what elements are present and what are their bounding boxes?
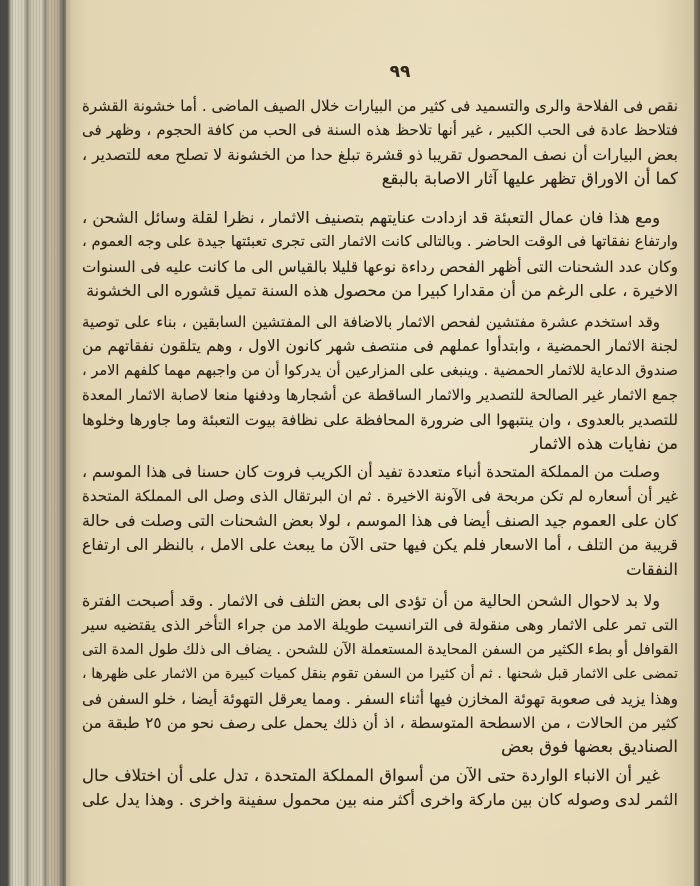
page-number: ٩٩ bbox=[389, 62, 411, 82]
text-line: فتلاحظ عادة فى الحب الكبير ، غير أنها تلاحظ هذه السنة فى الحب من كافة الحجوم ، وظهر فى bbox=[82, 121, 678, 140]
text-line: لجنة الاثمار الحمضية ، وابتدأوا عملهم فى منتصف شهر كانون الاول ، وهم يتلقون نفقاتهم من bbox=[82, 337, 678, 356]
book-page bbox=[66, 0, 694, 886]
text-line: وصلت من المملكة المتحدة أنباء متعددة تفيد أن الكريب فروت كان حسنا فى هذا الموسم ، bbox=[82, 463, 660, 481]
paragraph bbox=[82, 310, 678, 456]
text-line: وارتفاع نفقاتها فى الوقت الحاضر . وبالتالى كانت الاثمار التى تجرى تعبئتها جيدة على وجه العموم ، bbox=[82, 233, 678, 251]
paragraph bbox=[82, 764, 678, 813]
paragraph bbox=[82, 460, 678, 582]
book-page-edges bbox=[0, 0, 72, 886]
text-line: الصناديق بعضها فوق بعض bbox=[501, 737, 678, 757]
text-line: للتصدير بالعدوى ، وان ينتبهوا الى ضرورة المحافظة على نظافة بيوت التعبئة وما جاورها وخلوها bbox=[82, 410, 678, 429]
text-line: الثمر لدى وصوله كان بين ماركة واخرى أكثر منه بين محمول سفينة واخرى . وهذا يدل على bbox=[81, 790, 678, 810]
scan-border bbox=[694, 0, 700, 886]
text-line: كان على العموم جيد الصنف أيضا فى هذا الموسم ، لولا بعض الشحنات التى وصلت فى حالة bbox=[82, 510, 678, 530]
paragraph bbox=[82, 589, 678, 760]
text-line: التى تمر على الاثمار وهى منقولة فى الترانسيت طويلة الامد من جراء التأخر الذى يقتضيه سير bbox=[82, 616, 678, 635]
text-line: ولا بد لاحوال الشحن الحالية من أن تؤدى الى بعض التلف فى الاثمار . وقد أصبحت الفترة bbox=[82, 591, 660, 610]
text-line: غير أن أسعاره لم تكن مربحة فى الآونة الاخيرة . ثم ان البرتقال الذى وصل الى المملكة المتحدة bbox=[82, 487, 678, 506]
text-line: القوافل أو بطء الكثير من السفن المحايدة المستعملة الآن للشحن . يضاف الى ذلك طول المدة التى bbox=[82, 641, 678, 658]
text-line: غير أن الانباء الواردة حتى الآن من أسواق المملكة المتحدة ، تدل على أن اختلاف حال bbox=[82, 766, 660, 785]
text-line: نقص فى الفلاحة والرى والتسميد فى كثير من البيارات خلال الصيف الماضى . أما خشونة القشرة bbox=[82, 97, 678, 115]
text-line: تمضى على الاثمار قبل شحنها . ثم أن كثيرا من السفن تقوم بنقل كميات كبيرة من الاثمار على ظهرها ، bbox=[82, 666, 678, 683]
text-line: بعض البيارات أن نصف المحصول تقريبا ذو قشرة تبلغ حدا من الخشونة لا تصلح معه للتصدير ، bbox=[82, 145, 678, 164]
text-line: وهذا يزيد فى صعوبة تهوئة المخازن فيها أثناء السفر . ومما يعرقل التهوئة أيضا ، خلو السفن فى bbox=[82, 689, 678, 708]
text-line: الاخيرة ، على الرغم من أن مقدارا كبيرا من محصول هذه السنة تميل قشوره الى الخشونة bbox=[86, 281, 678, 301]
text-line: جمع الاثمار غير الصالحة للتصدير والاثمار الساقطة عن أشجارها ودفنها منعا لاصابة الاثمار المعدة bbox=[82, 386, 678, 405]
text-line: كما أن الاوراق تظهر عليها آثار الاصابة بالبقع bbox=[381, 169, 678, 189]
text-line: النفقات bbox=[626, 559, 678, 579]
text-line: صندوق الدعاية للاثمار الحمضية . وينبغى على المزارعين أن يدركوا أن من واجبهم مهما كلفهم الامر ، bbox=[82, 362, 678, 379]
text-line: وقد استخدم عشرة مفتشين لفحص الاثمار بالاضافة الى المفتشين السابقين ، بناء على توصية bbox=[82, 313, 660, 331]
text-line: ومع هذا فان عمال التعبئة قد ازدادت عنايتهم بتصنيف الاثمار ، نظرا لقلة وسائل الشحن ، bbox=[82, 208, 660, 227]
text-line: قريبة من التلف ، أما الاسعار فلم يكن فيها حتى الآن ما يبعث على الامل ، بالنظر الى ارتفاع bbox=[82, 535, 678, 555]
paragraph bbox=[82, 206, 678, 304]
text-line: كثير من الحالات ، من الاسطحة المتوسطة ، اذ أن ذلك يحمل على رصف نحو من ٢٥ طبقة من bbox=[82, 714, 678, 733]
text-line: وكان عدد الشحنات التى أظهر الفحص رداءة نوعها قليلا بالقياس الى ما كانت عليه فى السنوات bbox=[82, 257, 678, 276]
paragraph bbox=[82, 94, 678, 192]
text-line: من نفايات هذه الاثمار bbox=[530, 434, 678, 454]
